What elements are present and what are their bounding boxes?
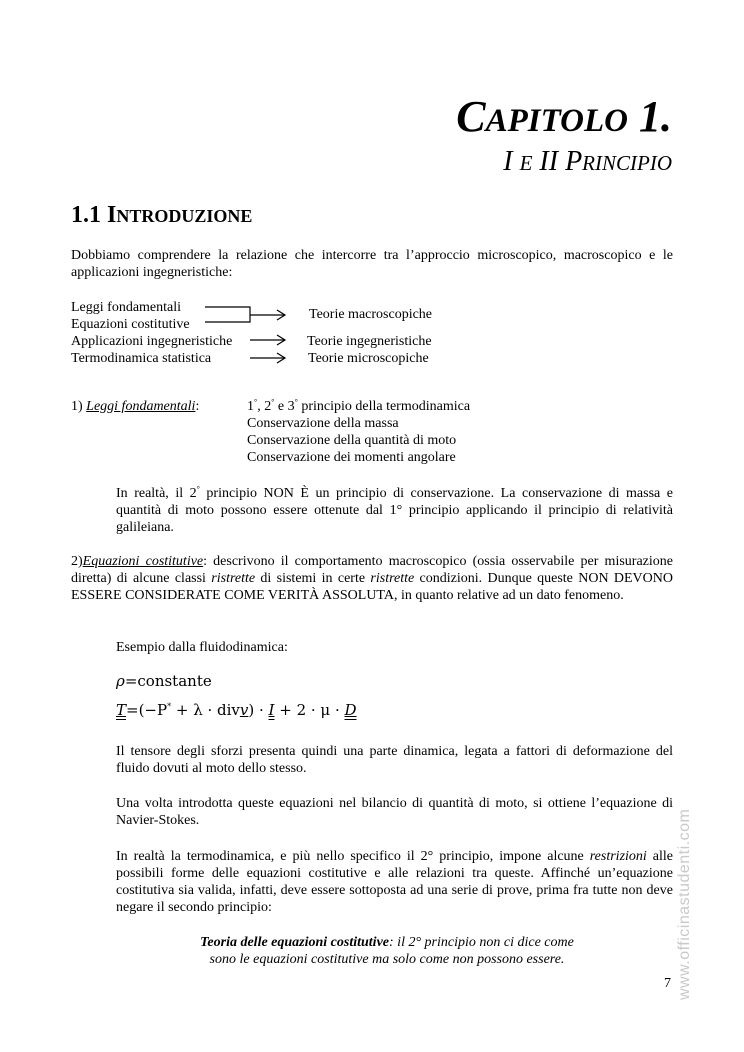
leggi-item-principi bbox=[247, 398, 470, 415]
text-part: : il 2° principio non ci dice come bbox=[389, 935, 574, 950]
scheme-left-4: Termodinamica statistica bbox=[71, 351, 212, 366]
teoria-quote bbox=[150, 934, 624, 968]
arrow-applicazioni bbox=[250, 335, 285, 345]
text-part: di sistemi in certe bbox=[255, 571, 371, 586]
formula-density bbox=[116, 673, 212, 690]
text-part: + 2 · μ · bbox=[274, 701, 345, 719]
star-sup: * bbox=[167, 702, 172, 711]
text-part: alle possibili forme delle equazioni costitutive e alle relazioni tra queste. Affinché un’equazione costitutiva sia valida, infatti, deve essere sottoposta ad una serie di prove, prima fra tutte non deve negare il secondo principio: bbox=[116, 849, 673, 915]
paragraph-equazioni bbox=[71, 553, 673, 604]
leggi-item-moto: Conservazione della quantità di moto bbox=[247, 433, 457, 448]
arrow-termodinamica bbox=[250, 353, 285, 363]
scheme-right-3: Teorie microscopiche bbox=[308, 351, 429, 366]
bracket-arrow bbox=[205, 307, 285, 322]
scheme-left-3: Applicazioni ingegneristiche bbox=[71, 334, 233, 349]
rho-symbol: ρ bbox=[116, 672, 125, 690]
equazioni-number: 2) bbox=[71, 554, 83, 569]
section-number: 1.1 bbox=[71, 202, 101, 228]
watermark: www.officinastudenti.com bbox=[676, 808, 693, 1000]
italic-word: ristrette bbox=[370, 571, 415, 586]
tensor-I: I bbox=[268, 701, 275, 719]
paragraph-tensore: Il tensore degli sforzi presenta quindi una parte dinamica, legata a fattori di deformazione del fluido dovuti al moto dello stesso. bbox=[116, 744, 673, 776]
subtitle-part: P bbox=[565, 146, 583, 177]
scheme-left-1: Leggi fondamentali bbox=[71, 300, 182, 315]
text-part: : descrivono il comportamento macroscopico (ossia osservabile per misurazione diretta) di alcune classi bbox=[71, 554, 673, 586]
chapter-title-rest: APITOLO bbox=[485, 103, 628, 139]
chapter-title-initial: C bbox=[456, 92, 486, 141]
section-title-initial: I bbox=[107, 202, 117, 228]
text-part: , 2 bbox=[257, 399, 272, 414]
scheme-left-2: Equazioni costitutive bbox=[71, 317, 190, 332]
paragraph-realta-2 bbox=[116, 848, 673, 916]
chapter-subtitle bbox=[503, 146, 672, 179]
section-title-rest: NTRODUZIONE bbox=[116, 206, 253, 226]
tensor-T: T bbox=[116, 701, 127, 719]
page-number: 7 bbox=[664, 976, 671, 991]
degree-sup: ° bbox=[271, 397, 275, 407]
text-part: principio NON È un principio di conservazione. La conservazione di massa e quantità di moto possono essere ottenute dal 1° principio applicando il principio di relatività galileiana. bbox=[116, 486, 673, 535]
section-title bbox=[71, 200, 252, 231]
scheme-arrows bbox=[200, 300, 300, 370]
leggi-number: 1) bbox=[71, 399, 83, 414]
text-part: 1 bbox=[247, 399, 254, 414]
tensor-D: D bbox=[344, 701, 357, 719]
leggi-colon: : bbox=[195, 399, 200, 414]
degree-sup: ° bbox=[254, 397, 258, 407]
italic-word: ristrette bbox=[211, 571, 256, 586]
text-part: principio della termodinamica bbox=[297, 399, 471, 414]
text-part: In realtà, il 2 bbox=[116, 486, 197, 501]
paragraph-navier: Una volta introdotta queste equazioni nel bilancio di quantità di moto, si ottiene l’equazione di Navier-Stokes. bbox=[116, 796, 673, 828]
leggi-item-momenti: Conservazione dei momenti angolare bbox=[247, 450, 456, 465]
text-part: =(−P bbox=[126, 701, 168, 719]
scheme-right-2: Teorie ingegneristiche bbox=[307, 334, 432, 349]
scheme-right-1: Teorie macroscopiche bbox=[309, 307, 433, 322]
text-part: sono le equazioni costitutive ma solo come non possono essere. bbox=[209, 952, 565, 967]
chapter-number: 1. bbox=[639, 92, 672, 141]
text-part: e 3 bbox=[274, 399, 295, 414]
teoria-bold: Teoria delle equazioni costitutive bbox=[200, 935, 390, 950]
subtitle-part: II bbox=[539, 146, 559, 177]
equazioni-label: Equazioni costitutive bbox=[82, 554, 204, 569]
subtitle-part: I bbox=[503, 146, 513, 177]
degree-sup: ° bbox=[294, 397, 298, 407]
degree-sup: ° bbox=[196, 484, 200, 494]
chapter-title bbox=[456, 92, 672, 146]
text-part: + λ · div bbox=[171, 701, 240, 719]
esempio-label: Esempio dalla fluidodinamica: bbox=[116, 640, 288, 655]
subtitle-part: RINCIPIO bbox=[582, 151, 672, 175]
paragraph-realta-1 bbox=[116, 485, 673, 536]
intro-paragraph: Dobbiamo comprendere la relazione che intercorre tra l’approccio microscopico, macroscopico e le applicazioni ingegneristiche: bbox=[71, 248, 673, 280]
subtitle-part: E bbox=[519, 151, 533, 175]
leggi-label-text: Leggi fondamentali bbox=[86, 399, 196, 414]
vector-v: v bbox=[239, 701, 249, 719]
text-part: condizioni. Dunque queste NON DEVONO ESSERE CONSIDERATE COME VERITÀ ASSOLUTA, in quanto relative ad un dato fenomeno. bbox=[71, 571, 673, 603]
text-part: In realtà la termodinamica, e più nello specifico il 2° principio, impone alcune bbox=[116, 849, 590, 864]
leggi-item-massa: Conservazione della massa bbox=[247, 416, 399, 431]
text-part: =constante bbox=[124, 672, 212, 690]
formula-stress-tensor bbox=[116, 702, 357, 719]
text-part: ) · bbox=[248, 701, 269, 719]
leggi-label bbox=[71, 398, 199, 415]
italic-word: restrizioni bbox=[589, 849, 647, 864]
